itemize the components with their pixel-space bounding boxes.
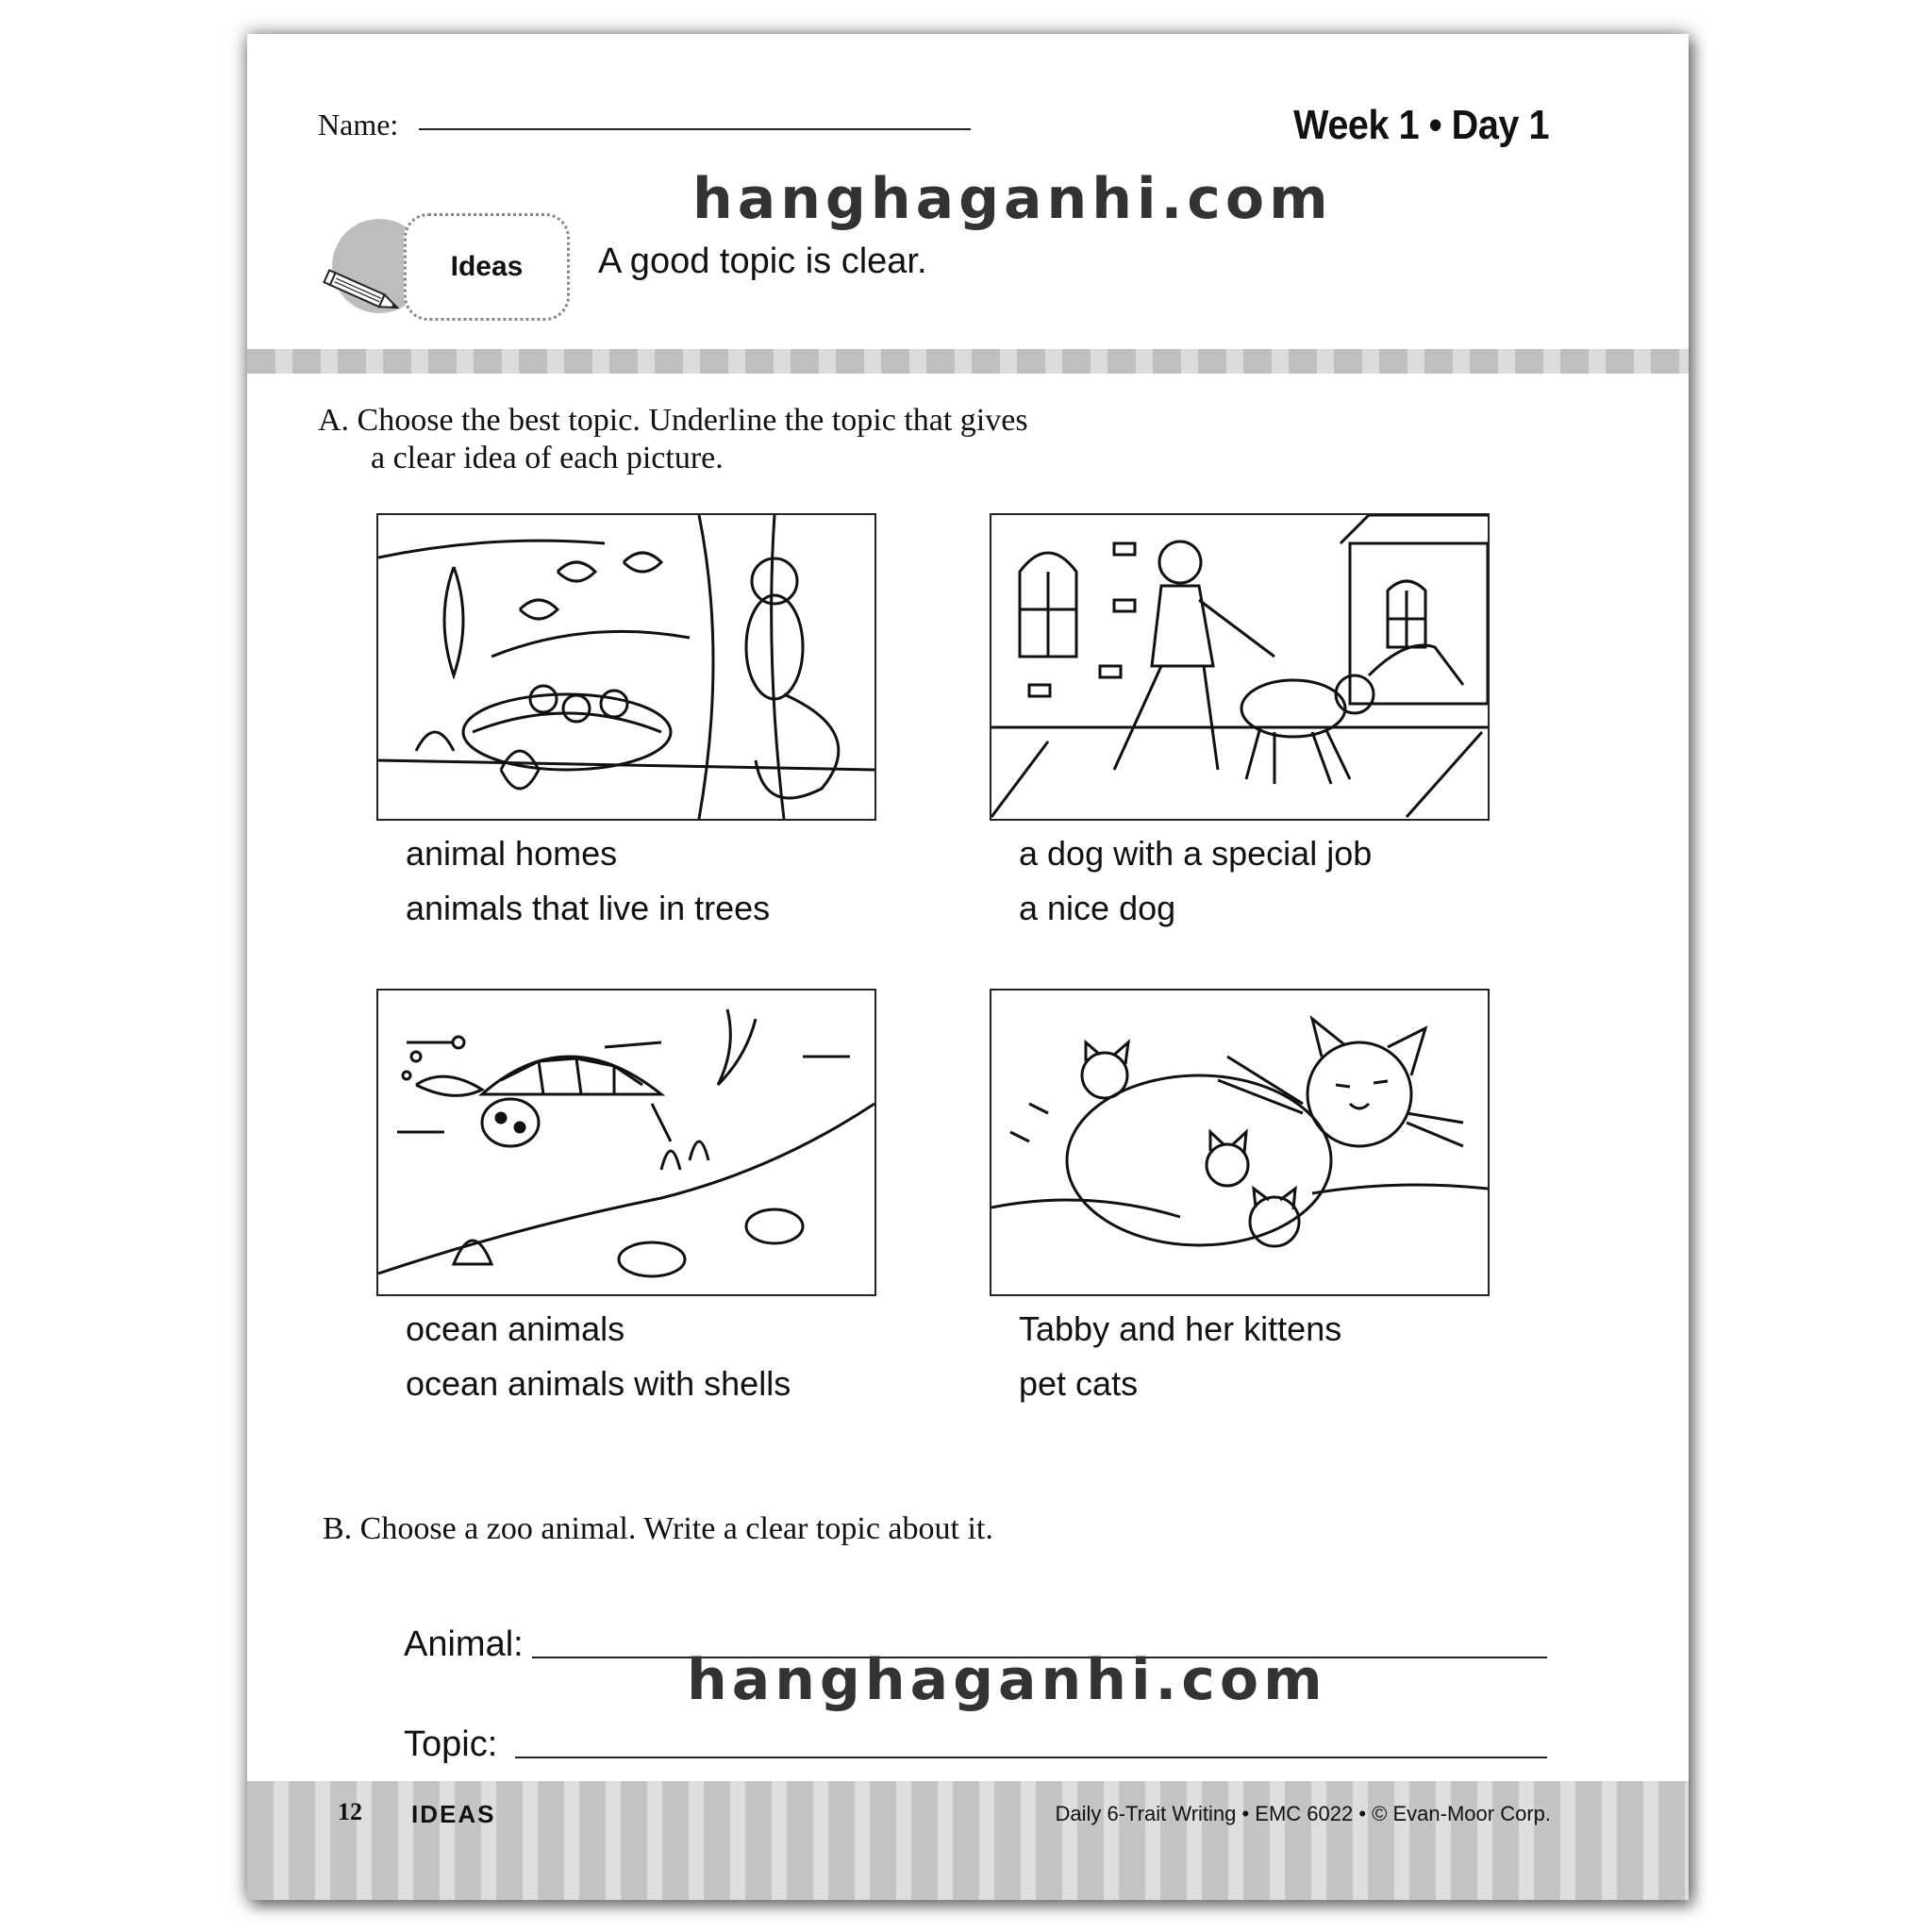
- cats-illustration: [991, 991, 1488, 1294]
- section-a-instruction: [318, 402, 1028, 477]
- page-number: 12: [338, 1798, 362, 1825]
- week-day-heading: Week 1 • Day 1: [1293, 102, 1549, 148]
- picture-ocean-animals: [376, 989, 876, 1296]
- topic-answer-line[interactable]: [515, 1757, 1547, 1758]
- footer-band: [247, 1781, 1689, 1900]
- picture-cats: [990, 989, 1490, 1296]
- picture4-option2[interactable]: pet cats: [1019, 1364, 1139, 1403]
- section-a-line1: A. Choose the best topic. Underline the topic that gives: [318, 403, 1028, 438]
- worksheet-page: [247, 34, 1689, 1900]
- footer-credit: Daily 6-Trait Writing • EMC 6022 • © Evan-Moor Corp.: [1055, 1802, 1551, 1825]
- pencil-icon: [323, 266, 408, 323]
- animal-label: Animal:: [404, 1624, 524, 1664]
- tree-animals-illustration: [378, 515, 874, 819]
- picture2-option2[interactable]: a nice dog: [1019, 889, 1176, 927]
- trait-badge-label: Ideas: [450, 251, 524, 282]
- picture2-option1[interactable]: a dog with a special job: [1019, 834, 1373, 873]
- picture3-option2[interactable]: ocean animals with shells: [406, 1364, 791, 1403]
- picture4-option1[interactable]: Tabby and her kittens: [1019, 1309, 1342, 1348]
- watermark-bottom: hanghaganhi.com: [687, 1647, 1327, 1713]
- section-a-line2: a clear idea of each picture.: [371, 441, 724, 475]
- picture1-option2[interactable]: animals that live in trees: [406, 889, 771, 927]
- trait-subtitle: A good topic is clear.: [598, 242, 927, 281]
- name-label: Name:: [318, 108, 399, 142]
- section-b-instruction: B. Choose a zoo animal. Write a clear topic about it.: [323, 1511, 993, 1546]
- footer-section: IDEAS: [411, 1800, 496, 1828]
- ocean-illustration: [378, 991, 874, 1294]
- topic-label: Topic:: [404, 1724, 498, 1764]
- picture3-option1[interactable]: ocean animals: [406, 1309, 625, 1348]
- watermark-top: hanghaganhi.com: [692, 166, 1333, 232]
- picture-tree-animals: [376, 513, 876, 821]
- name-line[interactable]: [419, 128, 971, 130]
- divider-stripe: [247, 349, 1689, 374]
- trait-badge: [404, 213, 570, 321]
- picture-guide-dog: [990, 513, 1490, 821]
- guide-dog-illustration: [991, 515, 1488, 819]
- picture1-option1[interactable]: animal homes: [406, 834, 618, 873]
